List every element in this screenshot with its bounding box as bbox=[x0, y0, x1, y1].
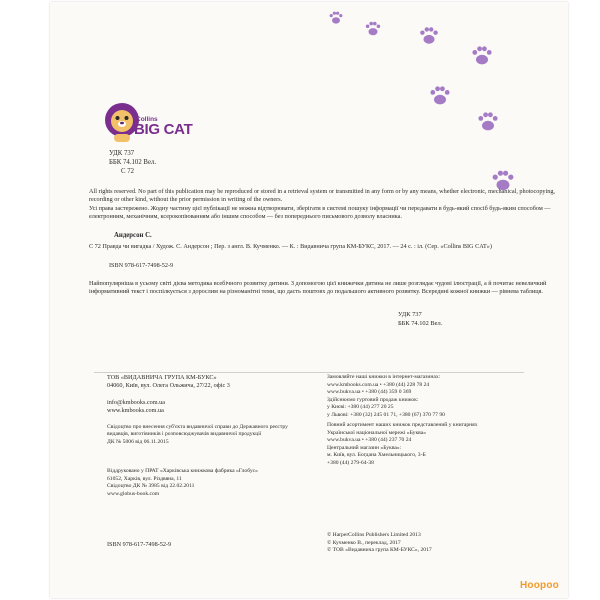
classification-codes-top bbox=[109, 149, 156, 176]
publisher-cert-1: Свідоцтво про внесення суб'єкта видавничої справи до Державного реєстру bbox=[107, 423, 288, 430]
udk-code: УДК 737 bbox=[109, 150, 135, 157]
copyright-block bbox=[327, 532, 547, 555]
publisher-name: ТОВ «ВИДАВНИЧА ГРУПА КМ-БУКС» bbox=[107, 374, 217, 381]
orders-line-1: Замовляйте наші книжки в інтернет-магазинах: bbox=[327, 374, 441, 380]
retail-line-6: +380 (44) 279-64-38 bbox=[327, 459, 374, 466]
paw-print-icon bbox=[328, 10, 344, 26]
retail-line-5: м. Київ, вул. Богдана Хмельницького, 3-Б bbox=[327, 452, 426, 459]
printer-line-3: Свідоцтво ДК № 3985 від 22.02.2011 bbox=[107, 483, 195, 490]
brand-small-label: Collins bbox=[136, 116, 158, 123]
printer-line-2: 61052, Харків, вул. Різдвяна, 11 bbox=[107, 475, 182, 482]
author-name: Андерсон С. bbox=[114, 232, 152, 239]
classification-codes-mid bbox=[398, 311, 442, 329]
bibliographic-description: С 72 Правда чи вигадка / Худож. С. Андерсон ; Пер. з англ. В. Кучменко. — К. : Видавнича група КМ-БУКС, 2017. — 24 с. : іл. (Сер. «Collins BIG CAT») bbox=[89, 243, 492, 250]
orders-line-6: у Львові: +380 (32) 245 01 71, +380 (67) 370 77 90 bbox=[327, 411, 445, 418]
bbk-code: ББК 74.102 Вел. bbox=[109, 159, 157, 166]
author-mark: С 72 bbox=[121, 168, 135, 175]
isbn-top: ISBN 978-617-7498-52-9 bbox=[109, 262, 174, 269]
paw-print-icon bbox=[476, 110, 500, 134]
brand-big-label: BIG CAT bbox=[134, 121, 193, 138]
book-abstract: Найпопулярніша в усьому світі дієва методика всебічного розвитку дитини. З допомогою цієї книжечки дитина не лише розглядає чудові ілюстрації, а й почитає невеличкий інформативний текст і поспілкується з дорослим на різноманітні теми, що дасть поштовх до подальшого активного розвитку. Всередині кожної книжки — рівнева таблиця. bbox=[89, 280, 547, 296]
publisher-cert-2: видавців, виготівників і розповсюджувачів видавничої продукції bbox=[107, 431, 262, 438]
rights-ukrainian: Усі права застережено. Жодну частину цієї публікації не можна відтворювати, зберігати в системі пошуку інформації чи передавати в будь-який спосіб будь-яким способом — електронним, механічним, ксерокопіюванням або іншим способом — без попереднього письмового дозволу власника. bbox=[89, 204, 551, 221]
printer-line-1: Віддруковано у ПРАТ «Харківська книжкова фабрика «Глобус» bbox=[107, 468, 258, 474]
paw-print-icon bbox=[470, 44, 494, 68]
copyright-line-3: © ТОВ «Видавнича група КМ-БУКС», 2017 bbox=[327, 547, 432, 554]
site-watermark: Hoopoo bbox=[520, 580, 559, 591]
publisher-email: info@kmbooks.com.ua bbox=[107, 398, 165, 406]
orders-line-3: www.bukva.ua • +380 (44) 359 0 369 bbox=[327, 389, 412, 396]
printer-line-4: www.globus-book.com bbox=[107, 490, 160, 497]
paw-print-icon bbox=[364, 20, 382, 38]
paw-print-icon bbox=[428, 84, 452, 108]
udk-code-mid: УДК 737 bbox=[398, 311, 422, 318]
copyright-line-1: © HarperCollins Publishers Limited 2013 bbox=[327, 532, 421, 538]
orders-line-4: Здійснюємо гуртовий продаж книжок: bbox=[327, 396, 419, 403]
retail-line-4: Центральний магазин «Буква»: bbox=[327, 444, 402, 451]
rights-notice bbox=[89, 188, 559, 222]
retail-line-1: Повний асортимент наших книжок представлений у книгарнях bbox=[327, 422, 478, 428]
retail-line-2: Української національної мережі «Буква» bbox=[327, 429, 427, 436]
printer-block bbox=[107, 468, 327, 498]
bbk-code-mid: ББК 74.102 Вел. bbox=[398, 319, 443, 327]
publisher-address: 04060, Київ, вул. Олега Ольжича, 27/22, офіс 3 bbox=[107, 382, 230, 390]
orders-line-5: у Києві: +380 (44) 277 20 25 bbox=[327, 404, 394, 411]
orders-block bbox=[327, 374, 547, 420]
paw-print-icon bbox=[418, 25, 440, 47]
retail-line-3: www.bukva.ua • +380 (44) 237 70 24 bbox=[327, 437, 412, 444]
retail-block bbox=[327, 422, 547, 468]
isbn-bottom: ISBN 978-617-7498-52-9 bbox=[107, 541, 172, 548]
book-page bbox=[50, 2, 568, 598]
publisher-site: www.kmbooks.com.ua bbox=[107, 407, 164, 415]
copyright-line-2: © Кучменко В., переклад, 2017 bbox=[327, 539, 401, 546]
publisher-cert-3: ДК № 5006 від 06.11.2015 bbox=[107, 438, 169, 445]
publisher-block bbox=[107, 374, 327, 446]
rights-english: All rights reserved. No part of this publication may be reproduced or stored in a retrieval system or transmitted in any form or by any means, whether electronic, mechanical, photocopying, recording or other kind, without the prior permission in writing of the owners. bbox=[89, 188, 555, 204]
divider bbox=[94, 372, 524, 373]
orders-line-2: www.kmbooks.com.ua • +380 (44) 228 78 24 bbox=[327, 381, 430, 388]
